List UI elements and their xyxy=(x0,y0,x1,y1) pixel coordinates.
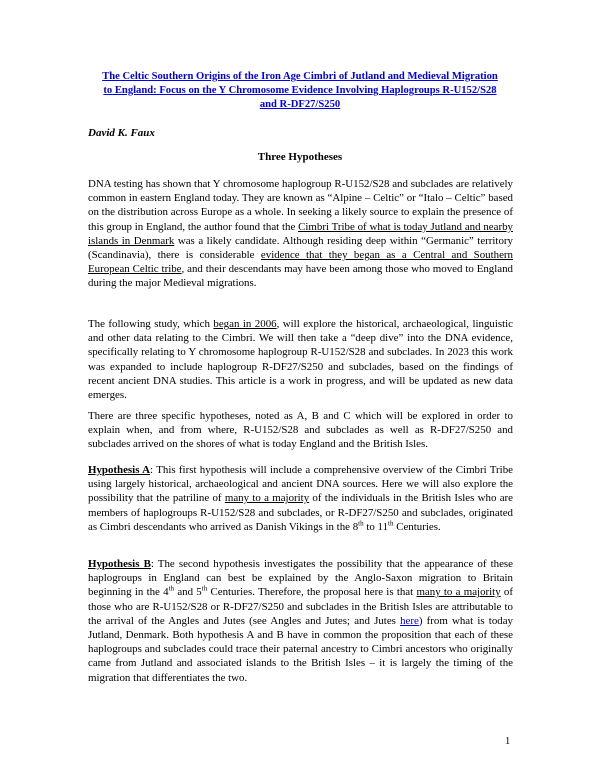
cimbri-tribe-underline: Cimbri Tribe of what is today Jutland and nearby islands in Denmark xyxy=(88,220,513,247)
paragraph-study: The following study, which began in 2006, will explore the historical, archaeological, linguistic and other data relating to the Cimbri. We will then take a “deep dive” into the DNA evidence, specifically relating to Y chromosome haplogroup R-U152/S28 and subclades. In 2023 this work was expanded to include haplogroup R-DF27/S250 and subclades, based on the findings of recent ancient DNA studies. This article is a work in progress, and will be updated as new data emerges. xyxy=(88,318,514,402)
many-to-majority-underline: many to a majority xyxy=(416,586,501,599)
paragraph-hypothesis-a: Hypothesis A: This first hypothesis will include a comprehensive overview of the Cimbri Tribe using largely historical, archaeological and ancient DNA sources. Here we will also explore the possibility that the patriline of many to a majority of the individuals in the British Isles who are members of haplogroups R-U152/S28 and subclades, or R-DF27/S250 and subclades, originated as Cimbri descendants who arrived as Danish Vikings in the 8th to 11th Centuries. xyxy=(88,464,513,533)
author-name: David K. Faux xyxy=(88,127,155,139)
paragraph-hypothesis-b: Hypothesis B: The second hypothesis investigates the possibility that the appearance of these haplogroups in England can best be explained by the Anglo-Saxon migration to Britain beginning in the 4th and 5th Centuries. Therefore, the proposal here is that many to a majority of those who are R-U152/S28 or R-DF27/S250 and subclades in the British Isles are attributable to the arrival of the Angles and Jutes (see Angles and Jutes; and Jutes here) from what is today Jutland, Denmark. Both hypothesis A and B have in common the proposition that each of these haplogroups and subclades could trace their paternal ancestry to Cimbri ancestors who originally came from Jutland and associated islands to the British Isles – it is largely the timing of the migration that differentiates the two. xyxy=(88,558,513,684)
here-link[interactable]: here xyxy=(400,614,419,627)
celtic-evidence-underline: evidence that they began as a Central and Southern European Celtic tribe xyxy=(88,249,514,276)
hypothesis-a-label: Hypothesis A xyxy=(88,464,151,476)
section-heading: Three Hypotheses xyxy=(257,151,343,163)
began-2006-underline: began in 2006 xyxy=(213,318,277,330)
document-title-link[interactable]: The Celtic Southern Origins of the Iron Age Cimbri of Jutland and Medieval Migration to England: Focus on the Y Chromosome Evidence Involving Haplogroups R-U152/S28 and R-DF27/S250 xyxy=(102,71,498,110)
paragraph-three-hypotheses: There are three specific hypotheses, noted as A, B and C which will be explored in order to explain when, and from where, R-U152/S28 and subclades as well as R-DF27/S250 and subclades arrived on the shores of what is today England and the British Isles. xyxy=(88,410,513,451)
page-number: 1 xyxy=(505,736,511,747)
many-to-majority-underline: many to a majority xyxy=(224,492,310,505)
paragraph-intro: DNA testing has shown that Y chromosome haplogroup R-U152/S28 and subclades are relatively common in eastern England today. They are known as “Alpine – Celtic” or “Italo – Celtic” based on the distribution across Europe as a whole. In seeking a likely source to explain the presence of this group in England, the author found that the Cimbri Tribe of what is today Jutland and nearby islands in Denmark was a likely candidate. Although residing deep within “Germanic” territory (Scandinavia), there is considerable evidence that they began as a Central and Southern European Celtic tribe, and their descendants may have been among those who moved to England during the major Medieval migrations. xyxy=(88,178,514,290)
hypothesis-b-label: Hypothesis B xyxy=(88,558,151,570)
